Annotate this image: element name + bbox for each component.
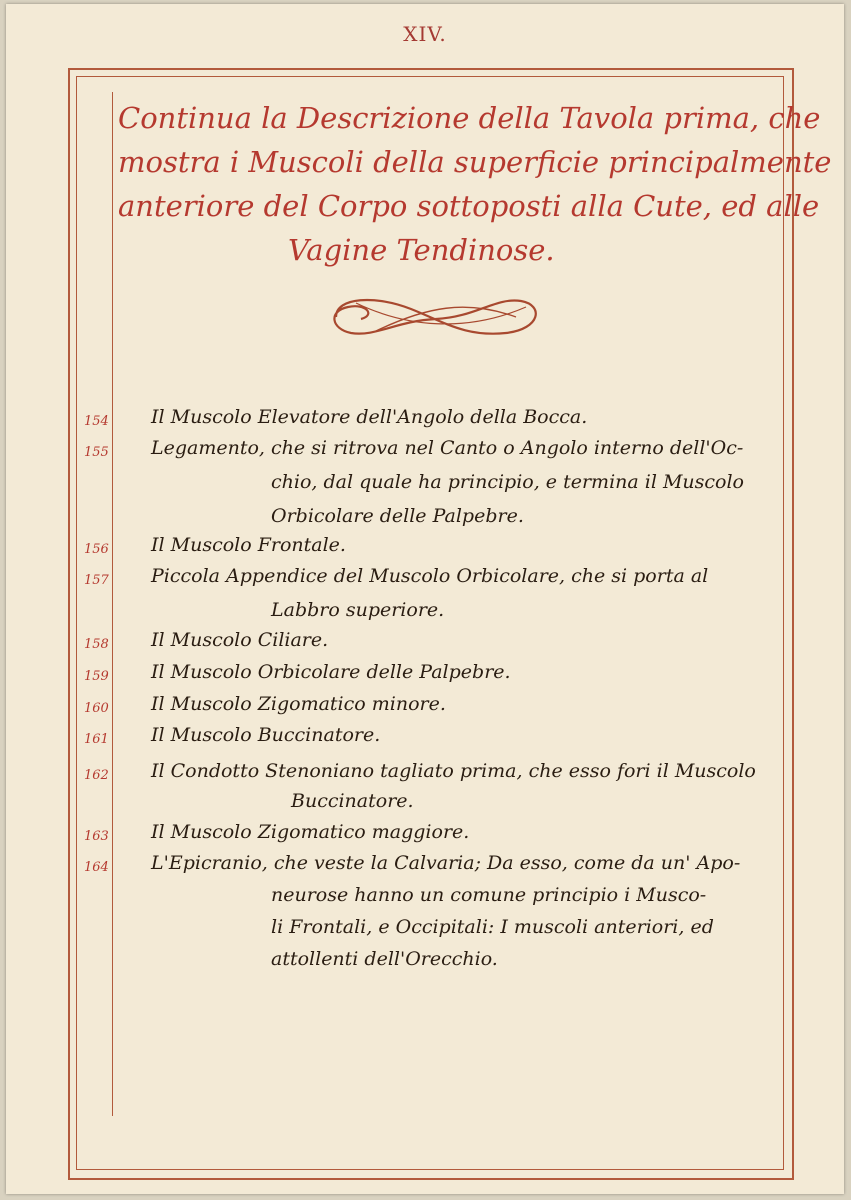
- entry-text: attollenti dell'Orecchio.: [271, 948, 498, 970]
- entry-number: 156: [84, 542, 109, 557]
- entry-text: Il Muscolo Ciliare.: [151, 629, 329, 651]
- title-line: mostra i Muscoli della superficie principalmente: [118, 145, 832, 179]
- entry-text: Piccola Appendice del Muscolo Orbicolare, che si porta al: [151, 565, 709, 587]
- page-number: XIV.: [403, 22, 447, 46]
- title-line: anteriore del Corpo sottoposti alla Cute, ed alle: [118, 189, 820, 223]
- entry-number: 161: [84, 732, 109, 747]
- entry-text: li Frontali, e Occipitali: I muscoli anteriori, ed: [271, 916, 714, 938]
- margin-rule: [112, 92, 113, 1116]
- entry-text: Il Muscolo Orbicolare delle Palpebre.: [151, 661, 511, 683]
- entry-text: Il Muscolo Elevatore dell'Angolo della Bocca.: [151, 406, 588, 428]
- entry-text: Il Muscolo Zigomatico minore.: [151, 693, 446, 715]
- entry-number: 164: [84, 860, 109, 875]
- entry-number: 158: [84, 637, 109, 652]
- entry-number: 157: [84, 573, 109, 588]
- entry-text: Orbicolare delle Palpebre.: [271, 505, 524, 527]
- entry-number: 154: [84, 414, 109, 429]
- entry-text: Il Muscolo Buccinatore.: [151, 724, 381, 746]
- title-line: Continua la Descrizione della Tavola prima, che: [118, 101, 821, 135]
- title-line: Vagine Tendinose.: [288, 233, 555, 267]
- entry-number: 162: [84, 768, 109, 783]
- entry-number: 159: [84, 669, 109, 684]
- entry-text: chio, dal quale ha principio, e termina il Muscolo: [271, 471, 744, 493]
- entry-text: Il Muscolo Frontale.: [151, 534, 346, 556]
- manuscript-page: [6, 4, 844, 1194]
- entry-text: Labbro superiore.: [271, 599, 445, 621]
- entry-text: neurose hanno un comune principio i Musco-: [271, 884, 707, 906]
- decorative-flourish: [316, 287, 556, 347]
- entry-number: 160: [84, 701, 109, 716]
- entry-text: Il Muscolo Zigomatico maggiore.: [151, 821, 470, 843]
- entry-text: Buccinatore.: [291, 790, 414, 812]
- page-title: [118, 96, 832, 272]
- entry-text: Legamento, che si ritrova nel Canto o Angolo interno dell'Oc-: [151, 437, 744, 459]
- entry-text: L'Epicranio, che veste la Calvaria; Da esso, come da un' Apo-: [151, 852, 741, 874]
- entry-number: 163: [84, 829, 109, 844]
- entry-number: 155: [84, 445, 109, 460]
- entry-text: Il Condotto Stenoniano tagliato prima, che esso fori il Muscolo: [151, 760, 756, 782]
